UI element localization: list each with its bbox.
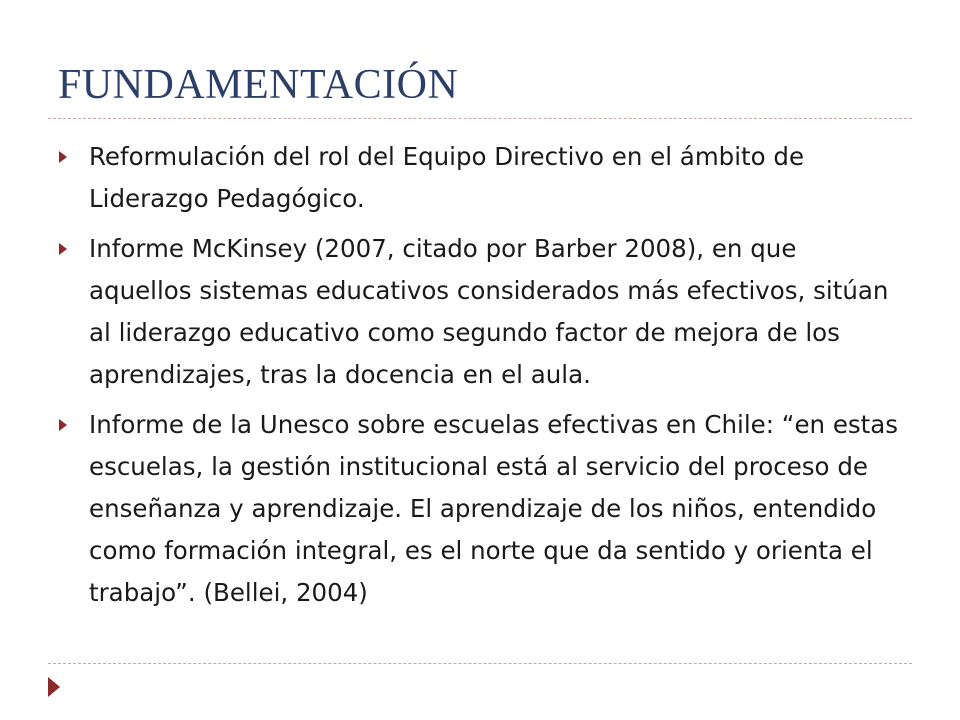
bullet-list: [56, 136, 906, 622]
bullet-text: Informe McKinsey (2007, citado por Barber 2008), en que aquellos sistemas educativos considerados más efectivos, sitúan al liderazgo educativo como segundo factor de mejora de los aprendizajes, tras la docencia en el aula.: [89, 234, 889, 389]
title-divider: [48, 118, 912, 119]
bullet-item: [56, 136, 906, 220]
footer-divider: [48, 663, 912, 664]
triangle-right-icon: [59, 419, 67, 431]
triangle-right-icon: [59, 243, 67, 255]
triangle-right-icon: [48, 677, 60, 697]
bullet-item: [56, 228, 906, 396]
bullet-text: Informe de la Unesco sobre escuelas efectivas en Chile: “en estas escuelas, la gestión institucional está al servicio del proceso de enseñanza y aprendizaje. El aprendizaje de los niños, entendido como formación integral, es el norte que da sentido y orienta el trabajo”. (Bellei, 2004): [89, 410, 899, 607]
triangle-right-icon: [59, 151, 67, 163]
bullet-item: [56, 404, 906, 614]
bullet-text: Reformulación del rol del Equipo Directivo en el ámbito de Liderazgo Pedagógico.: [89, 142, 805, 213]
slide-title: FUNDAMENTACIÓN: [58, 62, 459, 108]
